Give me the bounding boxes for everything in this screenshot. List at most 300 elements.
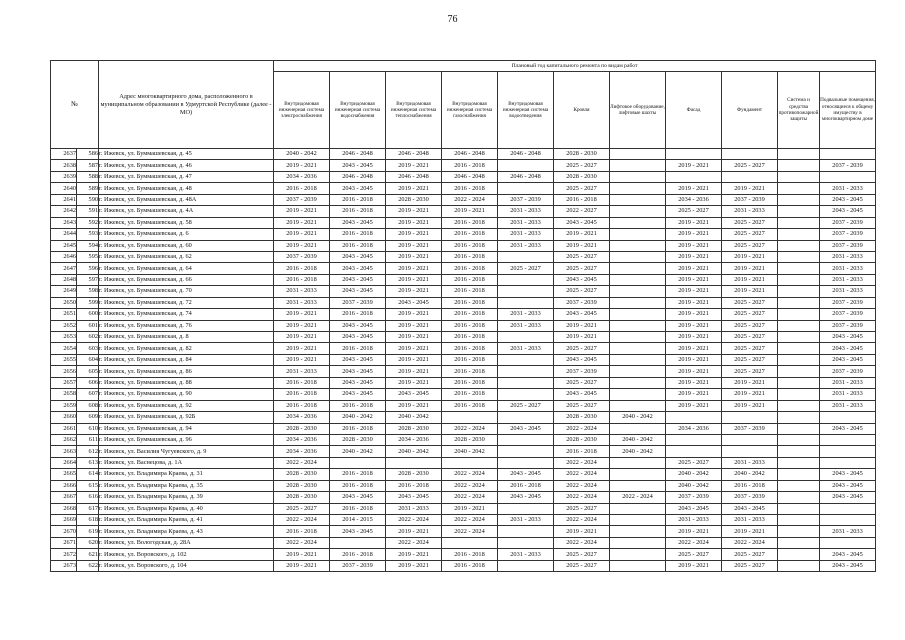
row-cell (722, 434, 778, 445)
row-sub-number: 619 (77, 526, 99, 537)
table-row (51, 206, 876, 217)
row-number: 2654 (51, 343, 77, 354)
row-cell: 2019 - 2021 (666, 217, 722, 228)
row-cell: 2019 - 2021 (554, 332, 610, 343)
row-cell (778, 309, 820, 320)
row-cell: 2022 - 2024 (386, 537, 442, 548)
row-cell: 2019 - 2021 (722, 389, 778, 400)
row-cell: 2031 - 2033 (722, 457, 778, 468)
row-cell: 2019 - 2021 (666, 526, 722, 537)
row-cell (610, 263, 666, 274)
row-address: г. Ижевск, ул. Буммашевская, д. 84 (99, 354, 274, 365)
row-cell: 2019 - 2021 (386, 183, 442, 194)
row-cell: 2022 - 2024 (554, 469, 610, 480)
row-address: г. Ижевск, ул. Владимира Краева, д. 43 (99, 526, 274, 537)
row-cell: 2031 - 2033 (274, 297, 330, 308)
row-cell: 2028 - 2030 (274, 492, 330, 503)
row-cell: 2043 - 2045 (820, 206, 876, 217)
row-address: г. Ижевск, ул. Воровского, д. 104 (99, 560, 274, 571)
row-number: 2646 (51, 251, 77, 262)
row-cell (666, 434, 722, 445)
row-cell: 2019 - 2021 (554, 320, 610, 331)
row-cell: 2043 - 2045 (554, 274, 610, 285)
row-cell: 2028 - 2030 (386, 423, 442, 434)
row-cell: 2043 - 2045 (330, 526, 386, 537)
row-number: 2658 (51, 389, 77, 400)
row-cell: 2043 - 2045 (330, 160, 386, 171)
row-cell: 2019 - 2021 (274, 332, 330, 343)
row-address: г. Ижевск, ул. Буммашевская, д. 58 (99, 217, 274, 228)
row-cell: 2028 - 2030 (386, 469, 442, 480)
capital-repair-table (50, 60, 876, 572)
row-cell: 2016 - 2018 (442, 320, 498, 331)
row-cell: 2046 - 2048 (386, 149, 442, 160)
row-cell: 2046 - 2048 (442, 149, 498, 160)
row-cell: 2031 - 2033 (498, 206, 554, 217)
row-cell: 2019 - 2021 (666, 297, 722, 308)
row-cell: 2016 - 2018 (274, 263, 330, 274)
row-cell (610, 286, 666, 297)
row-cell: 2019 - 2021 (386, 549, 442, 560)
row-cell: 2043 - 2045 (554, 309, 610, 320)
row-cell: 2034 - 2036 (274, 434, 330, 445)
row-number: 2668 (51, 503, 77, 514)
row-cell: 2019 - 2021 (274, 206, 330, 217)
row-number: 2648 (51, 274, 77, 285)
row-address: г. Ижевск, ул. Буммашевская, д. 66 (99, 274, 274, 285)
row-cell: 2019 - 2021 (274, 309, 330, 320)
row-cell: 2040 - 2042 (666, 480, 722, 491)
row-cell (498, 286, 554, 297)
row-cell: 2025 - 2027 (554, 160, 610, 171)
row-cell: 2019 - 2021 (722, 274, 778, 285)
row-cell: 2019 - 2021 (722, 377, 778, 388)
row-cell: 2016 - 2018 (442, 286, 498, 297)
row-sub-number: 596 (77, 263, 99, 274)
row-sub-number: 621 (77, 549, 99, 560)
row-cell: 2031 - 2033 (820, 377, 876, 388)
row-cell: 2025 - 2027 (722, 297, 778, 308)
row-cell: 2031 - 2033 (498, 549, 554, 560)
row-cell: 2031 - 2033 (498, 309, 554, 320)
row-cell: 2043 - 2045 (820, 560, 876, 571)
header-work-type: Фасад (666, 72, 722, 149)
row-number: 2644 (51, 229, 77, 240)
row-cell: 2019 - 2021 (722, 400, 778, 411)
row-cell: 2019 - 2021 (386, 251, 442, 262)
row-number: 2653 (51, 332, 77, 343)
table-row (51, 469, 876, 480)
row-address: г. Ижевск, ул. Владимира Краева, д. 39 (99, 492, 274, 503)
row-cell (498, 274, 554, 285)
row-cell (498, 457, 554, 468)
row-cell: 2031 - 2033 (498, 217, 554, 228)
row-address: г. Ижевск, ул. Буммашевская, д. 45 (99, 149, 274, 160)
row-cell (778, 274, 820, 285)
row-number: 2645 (51, 240, 77, 251)
row-cell: 2043 - 2045 (820, 492, 876, 503)
header-work-type: Внутридомовая инженерная система водоотведения (498, 72, 554, 149)
header-number: № (51, 61, 99, 149)
row-cell (722, 171, 778, 182)
row-cell: 2025 - 2027 (554, 286, 610, 297)
row-sub-number: 616 (77, 492, 99, 503)
row-cell: 2031 - 2033 (498, 515, 554, 526)
row-cell: 2031 - 2033 (722, 515, 778, 526)
row-cell (610, 537, 666, 548)
row-cell: 2016 - 2018 (274, 526, 330, 537)
row-cell: 2025 - 2027 (554, 183, 610, 194)
row-cell (610, 515, 666, 526)
row-cell: 2019 - 2021 (386, 309, 442, 320)
row-number: 2638 (51, 160, 77, 171)
row-cell: 2019 - 2021 (386, 286, 442, 297)
row-cell: 2025 - 2027 (722, 229, 778, 240)
table-row (51, 446, 876, 457)
row-cell: 2043 - 2045 (498, 423, 554, 434)
row-cell (778, 171, 820, 182)
row-cell (778, 183, 820, 194)
row-cell: 2022 - 2024 (666, 537, 722, 548)
row-cell (498, 446, 554, 457)
row-cell: 2025 - 2027 (498, 263, 554, 274)
row-cell: 2037 - 2039 (554, 366, 610, 377)
row-cell: 2037 - 2039 (722, 194, 778, 205)
row-cell (330, 537, 386, 548)
row-cell: 2016 - 2018 (330, 240, 386, 251)
row-cell: 2034 - 2036 (666, 194, 722, 205)
row-cell: 2037 - 2039 (666, 492, 722, 503)
row-sub-number: 591 (77, 206, 99, 217)
table-row (51, 160, 876, 171)
row-cell: 2019 - 2021 (386, 206, 442, 217)
table-row (51, 480, 876, 491)
row-cell: 2022 - 2024 (442, 515, 498, 526)
row-cell: 2025 - 2027 (554, 400, 610, 411)
row-cell (778, 434, 820, 445)
row-number: 2660 (51, 412, 77, 423)
row-sub-number: 618 (77, 515, 99, 526)
row-cell: 2031 - 2033 (820, 274, 876, 285)
row-cell: 2031 - 2033 (498, 320, 554, 331)
row-number: 2659 (51, 400, 77, 411)
header-work-type: Внутридомовая инженерная система газоснабжения (442, 72, 498, 149)
row-cell: 2031 - 2033 (274, 286, 330, 297)
row-address: г. Ижевск, ул. Буммашевская, д. 96 (99, 434, 274, 445)
row-address: г. Ижевск, ул. Буммашевская, д. 6 (99, 229, 274, 240)
row-sub-number: 598 (77, 286, 99, 297)
row-cell: 2037 - 2039 (820, 297, 876, 308)
row-cell (778, 389, 820, 400)
row-sub-number: 614 (77, 469, 99, 480)
row-cell: 2028 - 2030 (274, 423, 330, 434)
row-cell (610, 457, 666, 468)
header-work-type: Кровля (554, 72, 610, 149)
row-cell: 2031 - 2033 (820, 400, 876, 411)
table-row (51, 389, 876, 400)
row-cell (820, 515, 876, 526)
row-cell (778, 149, 820, 160)
row-sub-number: 590 (77, 194, 99, 205)
row-cell: 2016 - 2018 (442, 560, 498, 571)
row-cell: 2040 - 2042 (330, 446, 386, 457)
row-cell: 2019 - 2021 (722, 526, 778, 537)
row-cell: 2016 - 2018 (442, 217, 498, 228)
header-work-type: Подвальные помещения, относящиеся к общему имуществу в многоквартирном доме (820, 72, 876, 149)
row-cell: 2019 - 2021 (386, 240, 442, 251)
row-cell: 2019 - 2021 (722, 251, 778, 262)
row-cell (610, 423, 666, 434)
row-cell: 2037 - 2039 (820, 366, 876, 377)
row-cell: 2025 - 2027 (554, 343, 610, 354)
row-cell: 2043 - 2045 (820, 343, 876, 354)
row-address: г. Ижевск, ул. Буммашевская, д. 88 (99, 377, 274, 388)
row-cell: 2019 - 2021 (666, 286, 722, 297)
row-cell: 2037 - 2039 (722, 423, 778, 434)
row-number: 2640 (51, 183, 77, 194)
row-cell: 2019 - 2021 (442, 206, 498, 217)
row-sub-number: 622 (77, 560, 99, 571)
row-cell: 2025 - 2027 (722, 320, 778, 331)
row-cell: 2022 - 2024 (442, 194, 498, 205)
row-cell (610, 274, 666, 285)
row-cell: 2031 - 2033 (820, 526, 876, 537)
row-sub-number: 588 (77, 171, 99, 182)
row-cell: 2031 - 2033 (820, 263, 876, 274)
row-cell: 2016 - 2018 (274, 400, 330, 411)
row-address: г. Ижевск, ул. Буммашевская, д. 48А (99, 194, 274, 205)
row-sub-number: 620 (77, 537, 99, 548)
row-cell: 2022 - 2024 (442, 469, 498, 480)
row-cell: 2019 - 2021 (274, 229, 330, 240)
row-cell (610, 183, 666, 194)
row-cell (778, 160, 820, 171)
row-cell: 2043 - 2045 (554, 217, 610, 228)
row-number: 2649 (51, 286, 77, 297)
row-cell: 2016 - 2018 (442, 549, 498, 560)
row-cell (610, 354, 666, 365)
row-cell: 2025 - 2027 (722, 240, 778, 251)
row-cell: 2037 - 2039 (820, 240, 876, 251)
row-cell: 2022 - 2024 (274, 515, 330, 526)
row-cell: 2031 - 2033 (820, 251, 876, 262)
row-cell: 2025 - 2027 (666, 457, 722, 468)
row-cell (778, 332, 820, 343)
row-cell: 2016 - 2018 (386, 480, 442, 491)
row-number: 2663 (51, 446, 77, 457)
row-cell: 2046 - 2048 (330, 171, 386, 182)
row-cell: 2019 - 2021 (554, 526, 610, 537)
row-sub-number: 595 (77, 251, 99, 262)
row-cell: 2025 - 2027 (498, 400, 554, 411)
row-cell (330, 457, 386, 468)
table-row (51, 400, 876, 411)
row-cell: 2019 - 2021 (666, 354, 722, 365)
row-cell: 2025 - 2027 (554, 251, 610, 262)
row-cell (778, 217, 820, 228)
row-cell: 2016 - 2018 (442, 389, 498, 400)
row-cell (610, 149, 666, 160)
row-cell: 2043 - 2045 (820, 423, 876, 434)
row-cell (610, 206, 666, 217)
row-cell: 2037 - 2039 (498, 194, 554, 205)
table-row (51, 560, 876, 571)
row-cell (498, 434, 554, 445)
row-sub-number: 587 (77, 160, 99, 171)
row-cell: 2025 - 2027 (722, 217, 778, 228)
row-cell (778, 537, 820, 548)
row-cell: 2019 - 2021 (666, 263, 722, 274)
row-cell: 2043 - 2045 (820, 194, 876, 205)
row-cell (778, 206, 820, 217)
row-address: г. Ижевск, ул. Буммашевская, д. 76 (99, 320, 274, 331)
row-cell: 2019 - 2021 (722, 263, 778, 274)
row-cell: 2043 - 2045 (330, 492, 386, 503)
header-work-type: Внутридомовая инженерная система теплоснабжения (386, 72, 442, 149)
row-cell (778, 549, 820, 560)
row-address: г. Ижевск, ул. Владимира Краева, д. 40 (99, 503, 274, 514)
row-cell: 2016 - 2018 (442, 343, 498, 354)
row-cell: 2043 - 2045 (820, 549, 876, 560)
row-cell: 2016 - 2018 (330, 194, 386, 205)
table-row (51, 217, 876, 228)
row-cell: 2019 - 2021 (442, 503, 498, 514)
row-number: 2643 (51, 217, 77, 228)
row-cell: 2019 - 2021 (274, 320, 330, 331)
row-number: 2655 (51, 354, 77, 365)
row-cell: 2037 - 2039 (330, 297, 386, 308)
row-cell: 2040 - 2042 (442, 446, 498, 457)
row-cell: 2016 - 2018 (442, 297, 498, 308)
row-cell: 2043 - 2045 (498, 492, 554, 503)
row-cell: 2016 - 2018 (442, 354, 498, 365)
row-cell (666, 171, 722, 182)
row-cell: 2022 - 2024 (442, 492, 498, 503)
table-row (51, 320, 876, 331)
row-sub-number: 601 (77, 320, 99, 331)
row-cell (610, 526, 666, 537)
table-row (51, 194, 876, 205)
row-cell: 2019 - 2021 (386, 400, 442, 411)
row-cell: 2019 - 2021 (386, 366, 442, 377)
row-address: г. Ижевск, ул. Воровского, д. 102 (99, 549, 274, 560)
table-row (51, 297, 876, 308)
row-cell: 2016 - 2018 (498, 480, 554, 491)
row-cell: 2025 - 2027 (554, 560, 610, 571)
row-cell: 2043 - 2045 (330, 217, 386, 228)
row-cell (778, 229, 820, 240)
row-cell: 2019 - 2021 (274, 549, 330, 560)
row-cell (778, 412, 820, 423)
header-work-type: Внутридомовая инженерная система водоснабжения (330, 72, 386, 149)
row-cell: 2022 - 2024 (554, 492, 610, 503)
row-cell (722, 149, 778, 160)
row-address: г. Ижевск, ул. Буммашевская, д. 48 (99, 183, 274, 194)
row-cell: 2043 - 2045 (386, 389, 442, 400)
row-cell: 2019 - 2021 (386, 229, 442, 240)
row-cell: 2040 - 2042 (610, 434, 666, 445)
header-work-type: Внутридомовая инженерная система электроснабжения (274, 72, 330, 149)
row-cell (778, 343, 820, 354)
row-cell: 2016 - 2018 (442, 263, 498, 274)
row-cell (820, 503, 876, 514)
row-cell: 2025 - 2027 (722, 560, 778, 571)
row-cell: 2019 - 2021 (274, 217, 330, 228)
row-cell (722, 446, 778, 457)
row-sub-number: 607 (77, 389, 99, 400)
row-cell (666, 446, 722, 457)
table-row (51, 171, 876, 182)
row-sub-number: 617 (77, 503, 99, 514)
row-number: 2647 (51, 263, 77, 274)
row-cell: 2046 - 2048 (498, 149, 554, 160)
row-cell: 2022 - 2024 (610, 492, 666, 503)
row-number: 2664 (51, 457, 77, 468)
row-cell (778, 503, 820, 514)
row-cell: 2043 - 2045 (820, 354, 876, 365)
row-cell: 2043 - 2045 (666, 503, 722, 514)
row-address: г. Ижевск, ул. Буммашевская, д. 92Б (99, 412, 274, 423)
row-cell: 2019 - 2021 (386, 217, 442, 228)
row-cell (778, 446, 820, 457)
row-cell: 2016 - 2018 (330, 229, 386, 240)
row-cell: 2034 - 2036 (666, 423, 722, 434)
row-sub-number: 602 (77, 332, 99, 343)
table-row (51, 537, 876, 548)
row-cell: 2019 - 2021 (666, 343, 722, 354)
row-sub-number: 609 (77, 412, 99, 423)
row-address: г. Ижевск, ул. Владимира Краева, д. 35 (99, 480, 274, 491)
row-sub-number: 597 (77, 274, 99, 285)
row-cell: 2037 - 2039 (820, 320, 876, 331)
row-cell (778, 297, 820, 308)
row-cell (778, 560, 820, 571)
row-cell: 2016 - 2018 (330, 206, 386, 217)
row-cell: 2022 - 2024 (442, 423, 498, 434)
row-cell: 2019 - 2021 (386, 160, 442, 171)
row-cell (820, 412, 876, 423)
row-cell: 2043 - 2045 (820, 480, 876, 491)
row-cell: 2025 - 2027 (722, 160, 778, 171)
row-cell (442, 457, 498, 468)
row-cell: 2022 - 2024 (274, 457, 330, 468)
row-cell: 2028 - 2030 (554, 149, 610, 160)
row-cell: 2037 - 2039 (820, 309, 876, 320)
table-row (51, 251, 876, 262)
row-cell: 2022 - 2027 (554, 206, 610, 217)
row-cell: 2037 - 2039 (722, 492, 778, 503)
row-cell (498, 332, 554, 343)
row-cell: 2025 - 2027 (274, 503, 330, 514)
row-cell: 2025 - 2027 (666, 206, 722, 217)
table-row (51, 549, 876, 560)
row-cell (498, 412, 554, 423)
row-cell (498, 366, 554, 377)
row-cell: 2043 - 2045 (820, 469, 876, 480)
row-sub-number: 603 (77, 343, 99, 354)
row-cell: 2025 - 2027 (722, 332, 778, 343)
row-cell (442, 537, 498, 548)
row-cell: 2022 - 2024 (554, 537, 610, 548)
header-address: Адрес многоквартирного дома, расположенного в муниципальном образовании в Удмуртской Республике (далее - МО) (99, 61, 274, 149)
row-cell: 2019 - 2021 (666, 332, 722, 343)
row-cell: 2037 - 2039 (820, 160, 876, 171)
row-cell: 2031 - 2033 (820, 183, 876, 194)
row-cell: 2019 - 2021 (722, 183, 778, 194)
row-cell: 2019 - 2021 (666, 400, 722, 411)
row-number: 2666 (51, 480, 77, 491)
row-sub-number: 610 (77, 423, 99, 434)
